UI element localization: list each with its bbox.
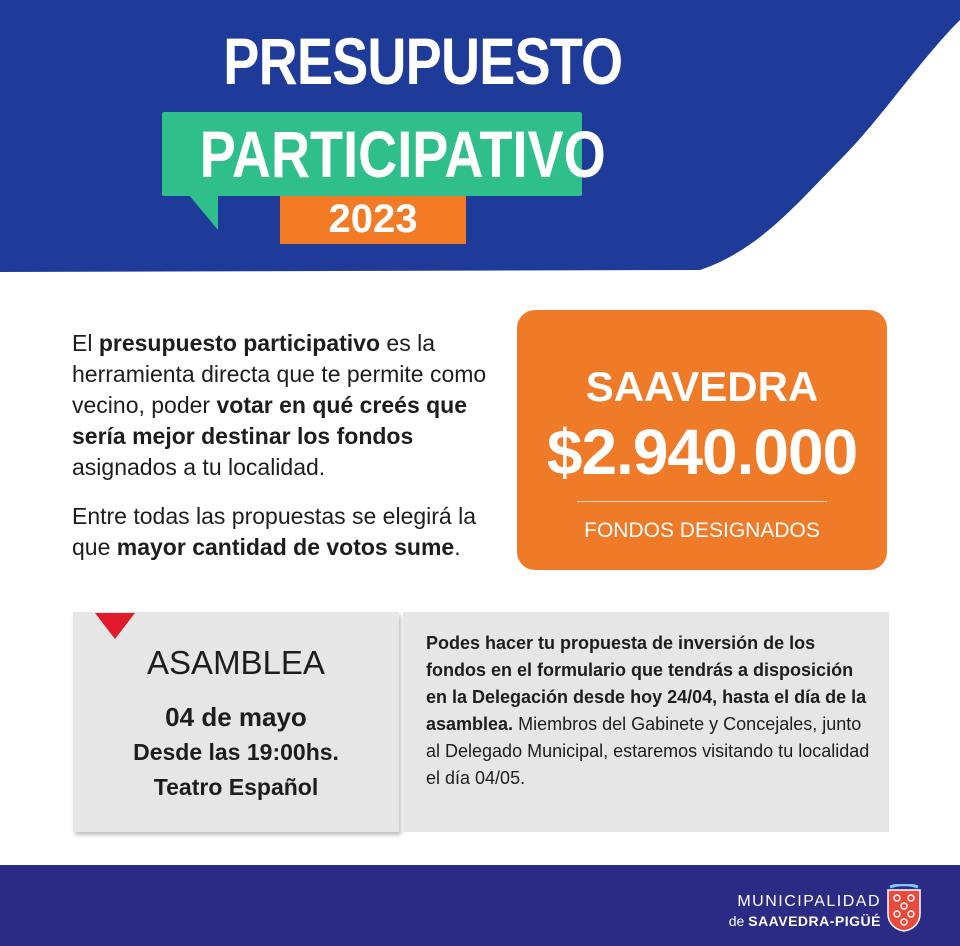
description-text-run: Entre todas las propuestas se elegirá la que (72, 503, 477, 560)
description-text-run: . (454, 534, 461, 560)
description-text-run: es la herramienta directa que te permite como vecino, poder (72, 330, 487, 418)
assembly-date: 04 de mayo (165, 702, 307, 732)
description-paragraph-2 (72, 501, 512, 563)
municipal-seal-icon (886, 884, 922, 932)
funds-divider (577, 501, 827, 502)
description-paragraph-1 (72, 328, 512, 483)
municipality-city-name: SAAVEDRA-PIGÜÉ (748, 913, 881, 929)
description-bold-run: presupuesto participativo (98, 330, 381, 356)
title-line1: PRESUPUESTO (223, 24, 623, 98)
assembly-place: Teatro Español (153, 774, 319, 800)
year-text: 2023 (328, 197, 418, 241)
description-bold-run: votar en qué creés que sería mejor destinar los fondos (72, 392, 468, 449)
info-text (426, 630, 876, 792)
municipality-name: MUNICIPALIDAD (737, 893, 881, 910)
triangle-marker-icon (95, 613, 135, 639)
funds-label: FONDOS DESIGNADOS (584, 519, 820, 542)
description-block (72, 328, 512, 581)
title-line2: PARTICIPATIVO (199, 117, 606, 191)
info-bold-text: Podes hacer tu propuesta de inversión de los fondos en el formulario que tendrás a disposición en la Delegación desde hoy 24/04, hasta el día de la asamblea. (426, 633, 867, 734)
description-bold-run: mayor cantidad de votos sume (116, 534, 455, 560)
description-text-run: El (72, 330, 99, 356)
assembly-time: Desde las 19:00hs. (133, 739, 339, 765)
description-text-run: asignados a tu localidad. (72, 454, 326, 480)
funds-locality: SAAVEDRA (585, 363, 819, 410)
info-regular-text: Miembros del Gabinete y Concejales, junto al Delegado Municipal, estaremos visitando tu localidad el día 04/05. (426, 714, 870, 788)
assembly-title: ASAMBLEA (147, 644, 325, 681)
header-banner (0, 0, 960, 272)
title-bubble-tail (188, 194, 218, 230)
municipality-city (668, 914, 881, 928)
municipality-city-prefix: de (728, 913, 745, 929)
funds-amount: $2.940.000 (546, 416, 858, 488)
